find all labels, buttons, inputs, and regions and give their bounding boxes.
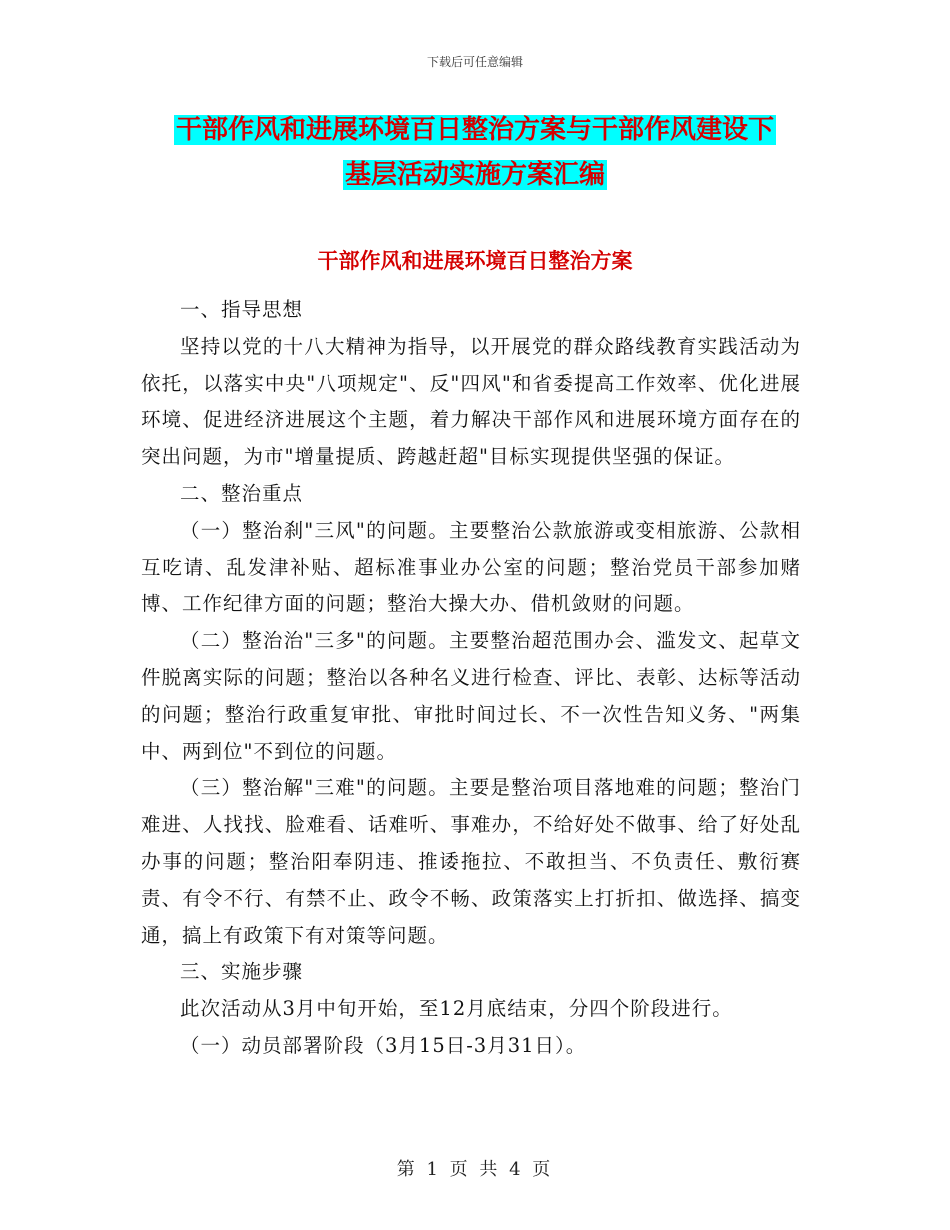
document-body — [141, 292, 801, 1065]
paragraph: 坚持以党的十八大精神为指导，以开展党的群众路线教育实践活动为依托，以落实中央"八项规定"、反"四风"和省委提高工作效率、优化进展环境、促进经济进展这个主题，着力解决干部作风和进展环境方面存在的突出问题，为市"增量提质、跨越赶超"目标实现提供坚强的保证。 — [141, 334, 801, 469]
heading-key-points: 二、整治重点 — [180, 481, 304, 505]
paragraph: （一）整治刹"三风"的问题。主要整治公款旅游或变相旅游、公款相互吃请、乱发津补贴、超标准事业办公室的问题；整治党员干部参加赌博、工作纪律方面的问题；整治大操大办、借机敛财的问题。 — [141, 518, 801, 616]
paragraph: （二）整治治"三多"的问题。主要整治超范围办会、滥发文、起草文件脱离实际的问题；整治以各种名义进行检查、评比、表彰、达标等活动的问题；整治行政重复审批、审批时间过长、不一次性告知义务、"两集中、两到位"不到位的问题。 — [141, 629, 801, 763]
document-title-line-2 — [0, 155, 950, 195]
heading-guiding-ideology: 一、指导思想 — [180, 298, 304, 321]
page-number-footer: 第 1 页 共 4 页 — [396, 1159, 554, 1180]
document-title-text-2: 基层活动实施方案汇编 — [344, 160, 605, 190]
paragraph: （三）整治解"三难"的问题。主要是整治项目落地难的问题；整治门难进、人找找、脸难看、话难听、事难办，不给好处不做事、给了好处乱办事的问题；整治阳奉阴违、推诿拖拉、不敢担当、不负责任、敷衍赛责、有令不行、有禁不止、政令不畅、政策落实上打折扣、做选择、搞变通，搞上有政策下有对策等问题。 — [141, 776, 801, 947]
header-note: 下载后可任意编辑 — [426, 55, 523, 69]
document-title-line-1 — [0, 110, 950, 150]
section-title: 干部作风和进展环境百日整治方案 — [317, 248, 633, 273]
document-title-text-1: 干部作风和进展环境百日整治方案与干部作风建设下 — [175, 115, 774, 145]
heading-implementation-steps: 三、实施步骤 — [180, 960, 304, 984]
paragraph: （一）动员部署阶段（3月15日-3月31日）。 — [180, 1033, 587, 1057]
paragraph: 此次活动从3月中旬开始，至12月底结束，分四个阶段进行。 — [180, 997, 733, 1021]
